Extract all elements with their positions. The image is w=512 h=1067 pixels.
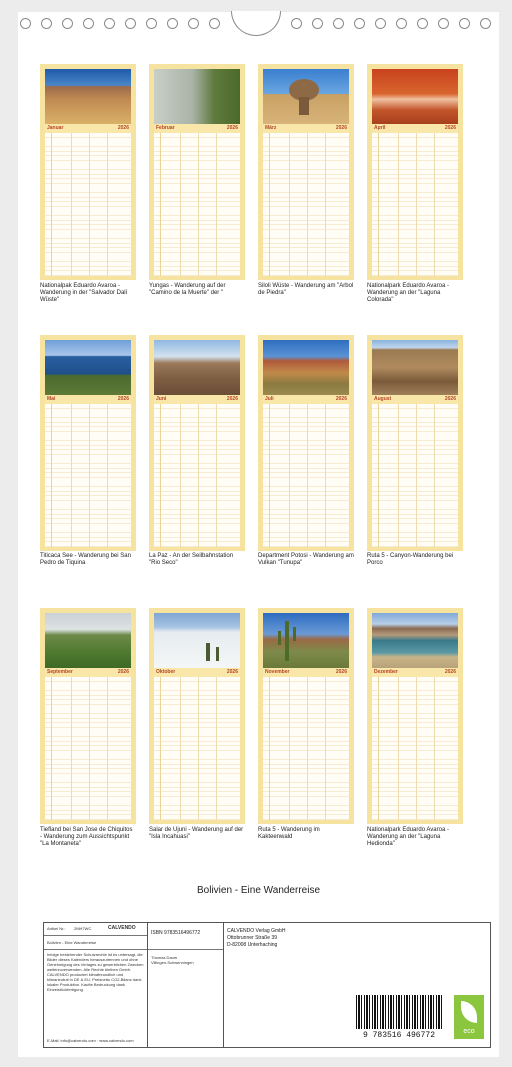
binding-hole (146, 18, 157, 29)
month-card (258, 608, 354, 824)
binding-hole (291, 18, 302, 29)
article-number: 2MH7WC (74, 926, 92, 931)
month-caption: Nationalpark Eduardo Avaroa - Wanderung an der "Laguna Colorada" (367, 283, 449, 303)
day-grid (263, 677, 349, 820)
day-grid (372, 133, 458, 276)
month-year: 2026 (226, 125, 238, 131)
binding-hole (375, 18, 386, 29)
month-caption: Tiefland bei San Jose de Chiquitos - Wanderung zum Aussichtspunkt "La Montaneta" (40, 827, 133, 847)
month-name: August (374, 396, 392, 402)
article-label: Artikel Nr.: (47, 926, 66, 931)
month-caption: Salar de Ujuni - Wanderung auf der "Isla Incahuasi" (149, 827, 244, 840)
binding-hole (396, 18, 407, 29)
binding-hole (354, 18, 365, 29)
month-year: 2026 (117, 669, 129, 675)
month-name: Februar (156, 125, 175, 131)
binding-hole (459, 18, 470, 29)
month-name: Juli (265, 396, 274, 402)
photo-la-paz-hills (154, 340, 240, 395)
eco-label: eco (463, 1028, 475, 1035)
month-card (40, 335, 136, 551)
month-caption: Siloli Wüste - Wanderung am "Arbol de Piedra" (258, 283, 354, 296)
binding-hole (167, 18, 178, 29)
month-caption: Ruta 5 - Canyon-Wanderung bei Porco (367, 553, 454, 566)
product-info-box (43, 922, 491, 1048)
day-grid (154, 404, 240, 547)
binding-hole (104, 18, 115, 29)
binding-hole (480, 18, 491, 29)
month-year: 2026 (444, 669, 456, 675)
month-name: November (265, 669, 290, 675)
month-year: 2026 (335, 125, 347, 131)
barcode (356, 995, 442, 1029)
month-caption: Titicaca See - Wanderung bei San Pedro de Tiquina (40, 553, 131, 566)
publisher-street: Ottobrunner Straße 39 (227, 935, 278, 941)
divider (44, 949, 147, 950)
month-name: September (47, 669, 73, 675)
month-card (149, 335, 245, 551)
month-name: April (374, 125, 386, 131)
binding-hole (312, 18, 323, 29)
month-name: Mai (47, 396, 56, 402)
publisher-name: CALVENDO Verlag GmbH (227, 928, 286, 934)
photo-desert-mountains (45, 69, 131, 124)
day-grid (154, 133, 240, 276)
calendar-sheet (18, 12, 499, 1057)
calvendo-logo: CALVENDO (108, 925, 136, 931)
photo-cactus-forest (263, 613, 349, 668)
day-grid (45, 404, 131, 547)
info-column-publisher (224, 923, 490, 1047)
photo-canyon-porco (372, 340, 458, 395)
day-grid (45, 677, 131, 820)
photo-laguna-hedionda (372, 613, 458, 668)
photo-red-lagoon (372, 69, 458, 124)
day-grid (154, 677, 240, 820)
hanger-cutout (231, 11, 281, 36)
photo-misty-valley (154, 69, 240, 124)
author-place: Villingen-Schwenningen (151, 960, 194, 965)
day-grid (372, 677, 458, 820)
day-grid (372, 404, 458, 547)
month-year: 2026 (335, 396, 347, 402)
day-grid (45, 133, 131, 276)
month-card (40, 64, 136, 280)
binding-hole (333, 18, 344, 29)
leaf-icon (461, 1001, 477, 1023)
month-card (149, 64, 245, 280)
binding-hole (188, 18, 199, 29)
month-caption: Nationalpark Eduardo Avaroa - Wanderung an der "Laguna Hedionda" (367, 827, 449, 847)
day-grid (263, 133, 349, 276)
binding-hole (209, 18, 220, 29)
month-year: 2026 (335, 669, 347, 675)
photo-volcano-tunupa (263, 340, 349, 395)
isbn: ISBN 9783516496772 (151, 930, 201, 936)
binding-hole (41, 18, 52, 29)
month-card (367, 608, 463, 824)
binding-hole (62, 18, 73, 29)
month-year: 2026 (226, 396, 238, 402)
binding-holes (18, 12, 499, 36)
month-name: Juni (156, 396, 167, 402)
month-year: 2026 (444, 396, 456, 402)
month-card (40, 608, 136, 824)
calendar-title: Bolivien - Eine Wanderreise (196, 885, 321, 896)
month-year: 2026 (117, 396, 129, 402)
photo-lake-titicaca (45, 340, 131, 395)
month-name: Oktober (156, 669, 176, 675)
month-caption: Department Potosi - Wanderung am Vulkan "Tunupa" (258, 553, 354, 566)
day-grid (263, 404, 349, 547)
month-year: 2026 (444, 125, 456, 131)
binding-hole (20, 18, 31, 29)
month-card (367, 335, 463, 551)
month-caption: Yungas - Wanderung auf der "Camino de la Muerte" der " (149, 283, 226, 296)
photo-lowland-hill (45, 613, 131, 668)
month-name: Januar (47, 125, 64, 131)
month-year: 2026 (226, 669, 238, 675)
info-column-author (148, 923, 224, 1047)
month-card (367, 64, 463, 280)
photo-salt-flat (154, 613, 240, 668)
contact-email: E-Mail: info@calvendo.com · www.calvendo.com (47, 1038, 134, 1043)
month-name: Dezember (374, 669, 398, 675)
eco-badge (454, 995, 484, 1039)
month-caption: Nationalpak Eduardo Avaroa - Wanderung in der "Salvador Dalí Wüste" (40, 283, 128, 303)
info-column-article (44, 923, 148, 1047)
binding-hole (125, 18, 136, 29)
month-card (258, 335, 354, 551)
binding-hole (417, 18, 428, 29)
binding-hole (83, 18, 94, 29)
month-name: März (265, 125, 277, 131)
photo-stone-tree (263, 69, 349, 124)
publisher-city: D-82008 Unterhaching (227, 942, 278, 948)
divider (44, 935, 147, 936)
product-title-small: Bolivien - Eine Wanderreise (47, 940, 97, 945)
month-card (149, 608, 245, 824)
binding-hole (438, 18, 449, 29)
divider (148, 949, 223, 950)
author-name: Thomas Daum (151, 955, 178, 960)
legal-notice: Infolge bestehender Schutzrechte ist es untersagt, die Bilder dieses Kalenders herauszutrennen und ohne Genehmigung des Verlages zu gewerblichen Zwecken weiterzuverwenden. Alle Rechte bleiben Gmbh. CALVENDO produziert klimafreundlich und klimaneutral in DE & EU. Preisnetto CO2-Bilanz dank lokaler Produktion. Kaufte Bedruckung dank Einzelstückfertigung. (47, 952, 144, 992)
month-caption: Ruta 5 - Wanderung im Kakteenwald (258, 827, 320, 840)
month-card (258, 64, 354, 280)
month-year: 2026 (117, 125, 129, 131)
barcode-digits: 9 783516 496772 (362, 1031, 435, 1040)
month-caption: La Paz - An der Seilbahnstation "Rio Seco" (149, 553, 234, 566)
